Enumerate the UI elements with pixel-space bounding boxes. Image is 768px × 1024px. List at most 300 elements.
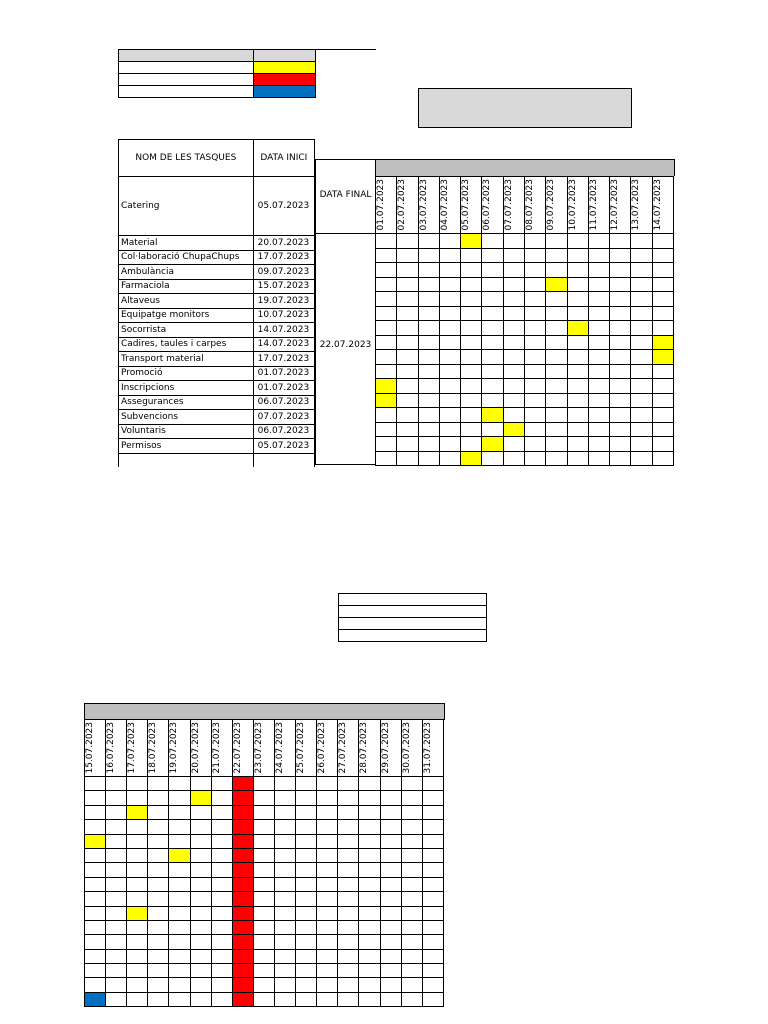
gantt-cell	[546, 248, 567, 263]
gantt-cell	[631, 234, 652, 249]
gantt-cell	[317, 834, 338, 848]
gantt-cell	[588, 321, 609, 336]
gantt-cell	[317, 877, 338, 891]
gantt-cell	[232, 892, 253, 906]
gantt-cell	[296, 892, 317, 906]
task-name: Col·laboració ChupaChups	[119, 250, 254, 265]
gantt-cell	[376, 335, 397, 350]
gantt-cell	[274, 791, 295, 805]
gantt-cell	[380, 949, 401, 963]
gantt-cell	[211, 863, 232, 877]
gantt-row	[376, 248, 674, 263]
gantt-cell	[148, 964, 169, 978]
task-row	[119, 424, 315, 439]
gantt-cell	[567, 451, 588, 466]
gantt-row	[85, 964, 444, 978]
gantt-cell	[422, 892, 443, 906]
gantt-cell	[359, 920, 380, 934]
gantt-cell	[274, 863, 295, 877]
gantt-cell	[546, 379, 567, 394]
gantt-cell	[169, 906, 190, 920]
gantt-cell	[106, 920, 127, 934]
gantt-cell	[274, 992, 295, 1006]
gantt-cell	[397, 335, 418, 350]
gantt-cell	[418, 364, 439, 379]
gantt-cell	[85, 834, 106, 848]
gantt-cell	[85, 978, 106, 992]
gantt-cell	[380, 777, 401, 791]
gantt-cell	[503, 306, 524, 321]
gantt-cell	[439, 248, 460, 263]
gantt-cell	[652, 379, 673, 394]
gantt-grid-1	[375, 176, 674, 466]
gantt-cell	[482, 263, 503, 278]
gantt-cell	[380, 935, 401, 949]
gantt-cell	[631, 379, 652, 394]
gantt-cell	[253, 992, 274, 1006]
date-label: 06.07.2023	[482, 179, 493, 231]
gantt-cell	[127, 978, 148, 992]
gantt-cell	[439, 277, 460, 292]
gantt-cell	[567, 437, 588, 452]
gantt-cell	[503, 248, 524, 263]
gantt-cell	[317, 935, 338, 949]
gantt-cell	[461, 277, 482, 292]
gantt-cell	[169, 949, 190, 963]
gantt-cell	[359, 964, 380, 978]
gantt-row	[85, 820, 444, 834]
gantt-cell	[588, 364, 609, 379]
gantt-cell	[211, 805, 232, 819]
gantt-cell	[482, 350, 503, 365]
gantt-cell	[376, 350, 397, 365]
gantt-cell	[127, 791, 148, 805]
gantt-cell	[232, 848, 253, 862]
gantt-cell	[85, 848, 106, 862]
gantt-cell	[422, 805, 443, 819]
gantt-cell	[418, 248, 439, 263]
gantt-cell	[401, 777, 422, 791]
gantt-cell	[610, 422, 631, 437]
gantt-cell	[359, 848, 380, 862]
gantt-cell	[631, 335, 652, 350]
gantt-grid-2	[84, 719, 444, 1007]
gantt-cell	[190, 978, 211, 992]
gantt-cell	[482, 408, 503, 423]
gantt-cell	[253, 805, 274, 819]
gantt-cell	[422, 777, 443, 791]
gantt-cell	[274, 906, 295, 920]
gantt-cell	[588, 277, 609, 292]
gantt-cell	[338, 777, 359, 791]
gantt-cell	[652, 263, 673, 278]
gantt-cell	[439, 335, 460, 350]
gantt-cell	[274, 964, 295, 978]
gantt-cell	[418, 350, 439, 365]
gantt-cell	[106, 906, 127, 920]
gantt-cell	[380, 978, 401, 992]
header-tasks: NOM DE LES TASQUES	[119, 140, 254, 177]
gantt-cell	[567, 263, 588, 278]
gantt-cell	[631, 437, 652, 452]
gantt-cell	[588, 451, 609, 466]
gantt-cell	[232, 805, 253, 819]
gantt-cell	[190, 949, 211, 963]
gantt-cell	[127, 820, 148, 834]
gantt-cell	[338, 805, 359, 819]
gantt-cell	[359, 820, 380, 834]
gantt-cell	[503, 234, 524, 249]
gantt-cell	[232, 992, 253, 1006]
gantt-cell	[524, 408, 545, 423]
date-label: 22.07.2023	[232, 722, 243, 774]
title-box	[418, 88, 632, 128]
gantt-cell	[211, 834, 232, 848]
gantt-cell	[461, 364, 482, 379]
gantt-cell	[567, 277, 588, 292]
gantt-cell	[610, 263, 631, 278]
task-name: Permisos	[119, 439, 254, 454]
gantt-row	[85, 834, 444, 848]
gantt-cell	[232, 791, 253, 805]
gantt-cell	[397, 422, 418, 437]
gantt-cell	[190, 791, 211, 805]
gantt-cell	[380, 848, 401, 862]
gantt-cell	[482, 422, 503, 437]
gantt-cell	[317, 791, 338, 805]
gantt-cell	[148, 992, 169, 1006]
gantt-cell	[190, 834, 211, 848]
gantt-cell	[567, 335, 588, 350]
task-row	[119, 410, 315, 425]
header-start: DATA INICI	[253, 140, 314, 177]
gantt-cell	[588, 350, 609, 365]
gantt-cell	[397, 350, 418, 365]
gantt-cell	[652, 306, 673, 321]
gantt-cell	[482, 248, 503, 263]
gantt-row	[376, 393, 674, 408]
date-label: 04.07.2023	[439, 179, 450, 231]
gantt-cell	[359, 978, 380, 992]
gantt-cell	[253, 848, 274, 862]
gantt-cell	[422, 920, 443, 934]
gantt-cell	[296, 863, 317, 877]
gantt-cell	[397, 451, 418, 466]
task-name: Farmaciola	[119, 279, 254, 294]
gantt-cell	[317, 920, 338, 934]
task-start-date: 20.07.2023	[253, 236, 314, 251]
gantt-cell	[274, 935, 295, 949]
gantt-cell	[211, 777, 232, 791]
gantt-cell	[546, 408, 567, 423]
gantt-cell	[127, 777, 148, 791]
gantt-row	[376, 335, 674, 350]
gantt-cell	[148, 920, 169, 934]
gantt-cell	[274, 949, 295, 963]
task-start-date: 14.07.2023	[253, 337, 314, 352]
gantt-cell	[232, 834, 253, 848]
gantt-cell	[148, 791, 169, 805]
gantt-cell	[85, 777, 106, 791]
gantt-cell	[503, 437, 524, 452]
gantt-cell	[546, 393, 567, 408]
gantt-cell	[401, 964, 422, 978]
gantt-cell	[503, 393, 524, 408]
gantt-cell	[338, 992, 359, 1006]
gantt-cell	[461, 408, 482, 423]
gantt-cell	[106, 978, 127, 992]
task-start-date: 01.07.2023	[253, 366, 314, 381]
gantt-cell	[567, 292, 588, 307]
gantt-row	[85, 805, 444, 819]
date-label: 31.07.2023	[422, 722, 433, 774]
gantt-row	[376, 437, 674, 452]
gantt-row	[376, 277, 674, 292]
gantt-cell	[376, 234, 397, 249]
gantt-cell	[296, 920, 317, 934]
gantt-row	[85, 848, 444, 862]
gantt-cell	[652, 277, 673, 292]
gantt-cell	[190, 906, 211, 920]
gantt-cell	[546, 234, 567, 249]
gantt-cell	[338, 978, 359, 992]
legend-swatch-blue	[254, 86, 316, 98]
gantt-cell	[631, 321, 652, 336]
legend-header-row	[119, 50, 316, 62]
gantt-cell	[397, 364, 418, 379]
gantt-cell	[439, 408, 460, 423]
date-label: 01.07.2023	[376, 179, 386, 231]
gantt-cell	[503, 292, 524, 307]
gantt-cell	[567, 306, 588, 321]
gantt-cell	[546, 306, 567, 321]
gantt-cell	[422, 906, 443, 920]
gantt-cell	[652, 422, 673, 437]
gantt-cell	[148, 820, 169, 834]
gantt-cell	[85, 949, 106, 963]
gantt-cell	[418, 306, 439, 321]
gantt-cell	[169, 863, 190, 877]
gantt-cell	[524, 393, 545, 408]
gantt-cell	[296, 820, 317, 834]
gantt-cell	[148, 863, 169, 877]
gantt-cell	[190, 820, 211, 834]
gantt-cell	[546, 292, 567, 307]
gantt-cell	[418, 277, 439, 292]
gantt-cell	[127, 892, 148, 906]
gantt-cell	[418, 437, 439, 452]
gantt-cell	[422, 949, 443, 963]
task-start-date: 09.07.2023	[253, 265, 314, 280]
gantt-row	[85, 791, 444, 805]
gantt-cell	[503, 379, 524, 394]
gantt-cell	[422, 834, 443, 848]
gantt-cell	[317, 992, 338, 1006]
gantt-cell	[503, 408, 524, 423]
gantt-cell	[503, 335, 524, 350]
gantt-cell	[85, 820, 106, 834]
gantt-cell	[567, 248, 588, 263]
gantt-cell	[652, 321, 673, 336]
gantt-cell	[296, 964, 317, 978]
gantt-cell	[439, 306, 460, 321]
gantt-row	[376, 408, 674, 423]
gantt-cell	[148, 848, 169, 862]
gantt-cell	[652, 350, 673, 365]
gantt-cell	[317, 805, 338, 819]
gantt-cell	[567, 364, 588, 379]
gantt-cell	[397, 263, 418, 278]
gantt-cell	[296, 805, 317, 819]
gantt-cell	[524, 379, 545, 394]
gantt-cell	[376, 292, 397, 307]
date-label: 24.07.2023	[274, 722, 285, 774]
date-label: 07.07.2023	[503, 179, 514, 231]
gantt-cell	[106, 805, 127, 819]
gantt-cell	[610, 393, 631, 408]
gantt-cell	[401, 949, 422, 963]
gantt-cell	[631, 451, 652, 466]
gantt-cell	[359, 791, 380, 805]
gantt-cell	[418, 335, 439, 350]
gantt-cell	[169, 848, 190, 862]
gantt-cell	[567, 234, 588, 249]
gantt-row	[85, 863, 444, 877]
gantt-cell	[296, 877, 317, 891]
gantt-cell	[401, 834, 422, 848]
gantt-cell	[482, 292, 503, 307]
gantt-cell	[376, 379, 397, 394]
gantt-cell	[359, 805, 380, 819]
gantt-cell	[338, 935, 359, 949]
gantt-cell	[546, 451, 567, 466]
gantt-cell	[190, 935, 211, 949]
gantt-cell	[317, 777, 338, 791]
gantt-cell	[503, 277, 524, 292]
gantt-cell	[401, 978, 422, 992]
task-row	[119, 250, 315, 265]
gantt-cell	[631, 248, 652, 263]
date-label: 05.07.2023	[461, 179, 472, 231]
gantt-cell	[631, 393, 652, 408]
gantt-cell	[317, 892, 338, 906]
date-header-row	[376, 177, 674, 234]
gantt-cell	[546, 263, 567, 278]
gantt-cell	[397, 393, 418, 408]
gantt-cell	[127, 920, 148, 934]
task-name: Equipatge monitors	[119, 308, 254, 323]
gantt-cell	[274, 920, 295, 934]
gantt-cell	[253, 949, 274, 963]
gantt-cell	[567, 408, 588, 423]
date-label: 25.07.2023	[296, 722, 307, 774]
gantt-cell	[439, 451, 460, 466]
gantt-cell	[567, 393, 588, 408]
gantt-cell	[338, 863, 359, 877]
gantt-cell	[274, 820, 295, 834]
gantt-cell	[631, 263, 652, 278]
task-name: Subvencions	[119, 410, 254, 425]
gantt-cell	[253, 920, 274, 934]
gantt-cell	[524, 422, 545, 437]
gantt-cell	[631, 306, 652, 321]
gantt-cell	[439, 422, 460, 437]
gantt-cell	[418, 422, 439, 437]
gantt-cell	[169, 964, 190, 978]
task-name: Transport material	[119, 352, 254, 367]
gantt-cell	[418, 263, 439, 278]
gantt-cell	[338, 964, 359, 978]
gantt-cell	[439, 350, 460, 365]
gantt-cell	[338, 791, 359, 805]
gantt-cell	[380, 892, 401, 906]
gantt-row	[85, 949, 444, 963]
gantt-cell	[401, 820, 422, 834]
date-label: 13.07.2023	[631, 179, 642, 231]
gantt-cell	[148, 777, 169, 791]
gantt-cell	[524, 292, 545, 307]
gantt-cell	[85, 791, 106, 805]
gantt-cell	[652, 437, 673, 452]
gantt-cell	[127, 992, 148, 1006]
gantt-cell	[274, 978, 295, 992]
gantt-cell	[524, 321, 545, 336]
gantt-cell	[567, 350, 588, 365]
gantt-cell	[401, 877, 422, 891]
gantt-cell	[274, 892, 295, 906]
date-label: 03.07.2023	[418, 179, 429, 231]
gantt-cell	[190, 877, 211, 891]
gantt-cell	[253, 978, 274, 992]
date-label: 27.07.2023	[338, 722, 349, 774]
task-table-header	[119, 140, 315, 177]
gantt-cell	[127, 805, 148, 819]
gantt-cell	[359, 992, 380, 1006]
gantt-cell	[652, 292, 673, 307]
gantt-cell	[567, 379, 588, 394]
gantt-cell	[169, 820, 190, 834]
gantt-cell	[317, 978, 338, 992]
gantt-cell	[482, 234, 503, 249]
gantt-cell	[127, 935, 148, 949]
gantt-cell	[232, 777, 253, 791]
gantt-cell	[190, 892, 211, 906]
gantt-cell	[85, 920, 106, 934]
gantt-cell	[85, 935, 106, 949]
gantt-cell	[148, 834, 169, 848]
legend-row	[119, 86, 316, 98]
gantt-cell	[376, 393, 397, 408]
gantt-cell	[359, 935, 380, 949]
gantt-cell	[274, 877, 295, 891]
gantt-cell	[317, 863, 338, 877]
gantt-cell	[546, 350, 567, 365]
gantt-cell	[503, 263, 524, 278]
date-label: 09.07.2023	[546, 179, 557, 231]
gantt-cell	[652, 335, 673, 350]
date-label: 02.07.2023	[397, 179, 408, 231]
gantt-cell	[524, 451, 545, 466]
gantt-cell	[380, 964, 401, 978]
gantt-cell	[588, 306, 609, 321]
gantt-cell	[211, 877, 232, 891]
legend-table	[118, 49, 316, 98]
gantt-cell	[85, 805, 106, 819]
gantt-cell	[211, 920, 232, 934]
gantt-row	[376, 292, 674, 307]
gantt-cell	[380, 920, 401, 934]
gantt-cell	[190, 805, 211, 819]
